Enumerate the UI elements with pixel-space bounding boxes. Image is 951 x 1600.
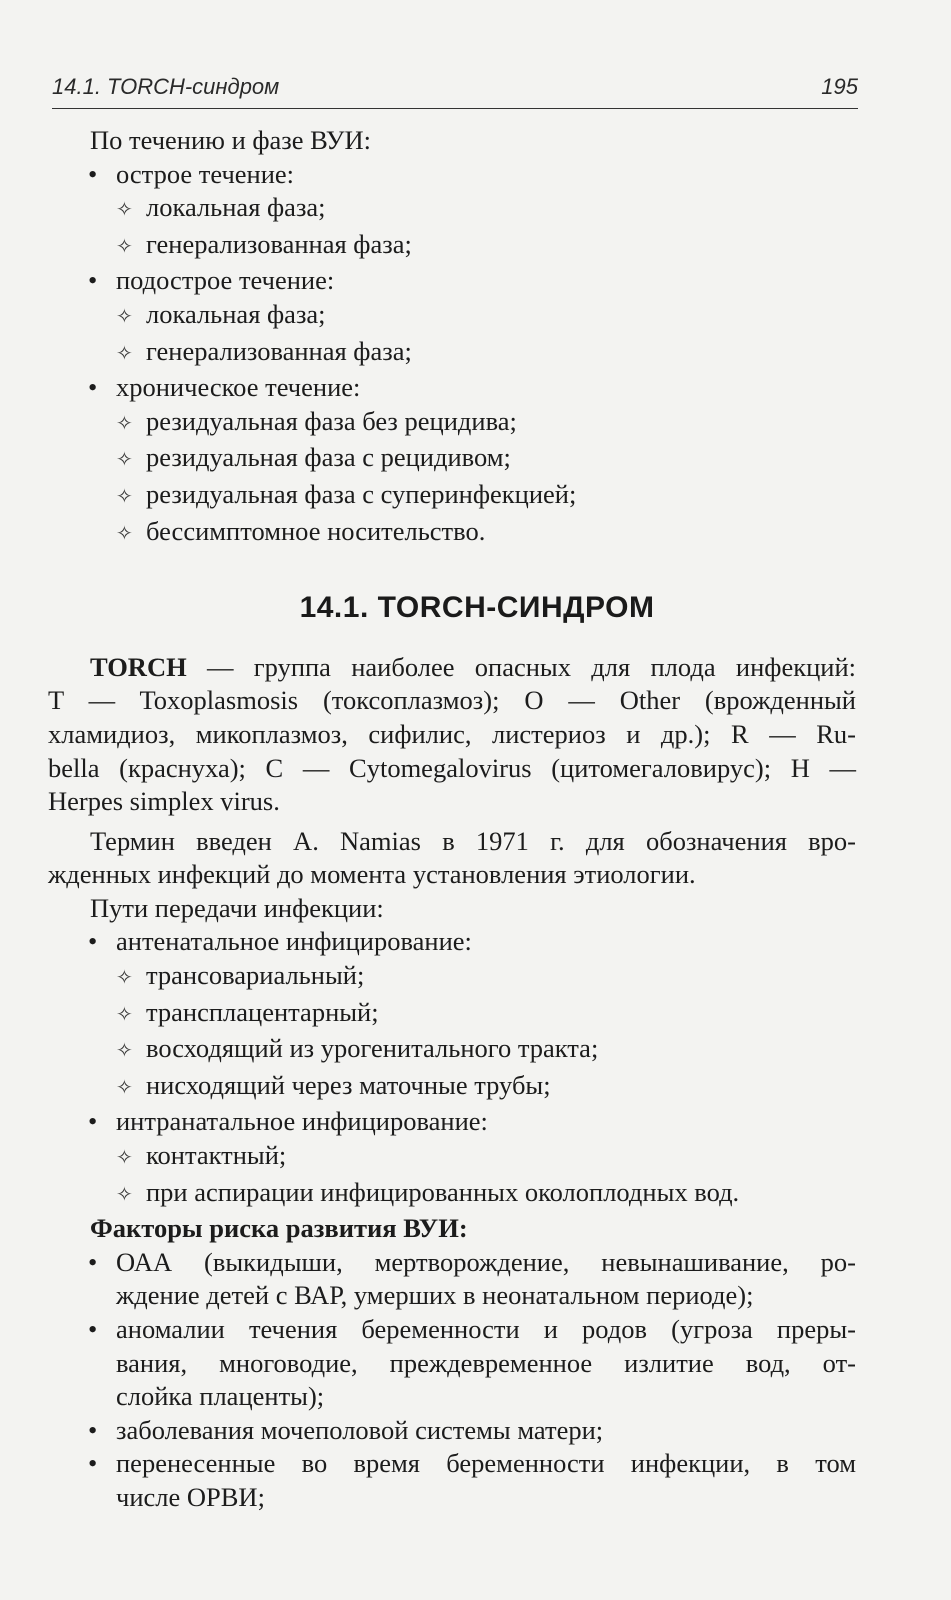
sub-list-item bbox=[48, 478, 856, 515]
bullet-marker: • bbox=[88, 1106, 98, 1137]
transmission-heading: Пути передачи инфекции: bbox=[90, 892, 384, 923]
sub-list-item bbox=[48, 1139, 856, 1176]
sub-list-item bbox=[48, 228, 856, 265]
list-item-label: перенесенные во время беременности инфекции, в том bbox=[116, 1448, 856, 1479]
running-title: 14.1. TORCH-синдром bbox=[52, 74, 280, 99]
list-item-continuation: слойка плаценты); bbox=[116, 1381, 325, 1412]
sub-list-item bbox=[48, 996, 856, 1033]
diamond-bullet-icon: ✧ bbox=[116, 449, 133, 472]
list-item bbox=[48, 1447, 856, 1481]
sub-list-item bbox=[48, 335, 856, 372]
section-title: 14.1. TORCH-СИНДРОМ bbox=[299, 591, 655, 625]
page-content bbox=[48, 124, 856, 1515]
list-item-label: заболевания мочеполовой системы матери; bbox=[116, 1414, 604, 1445]
list-item-label: ОАА (выкидыши, мертворождение, невынашивание, ро- bbox=[116, 1246, 856, 1277]
list-item-label: антенатальное инфицирование: bbox=[116, 926, 472, 957]
paragraph-text: — группа наиболее опасных для плода инфекций: bbox=[186, 651, 856, 682]
diamond-bullet-icon: ✧ bbox=[116, 522, 133, 545]
diamond-bullet-icon: ✧ bbox=[116, 342, 133, 365]
diamond-bullet-icon: ✧ bbox=[116, 1147, 133, 1170]
paragraph-line: жденных инфекций до момента установления этиологии. bbox=[48, 859, 696, 890]
sub-list-item-label: восходящий из урогенитального тракта; bbox=[146, 1033, 599, 1064]
bullet-marker: • bbox=[88, 1314, 98, 1344]
sub-list-item-label: резидуальная фаза без рецидива; bbox=[146, 405, 517, 436]
paragraph-line bbox=[48, 651, 856, 685]
sub-list-item bbox=[48, 405, 856, 442]
sub-list-item bbox=[48, 1032, 856, 1069]
risk-factors-heading: Факторы риска развития ВУИ: bbox=[90, 1213, 468, 1244]
sub-list-item-label: резидуальная фаза с рецидивом; bbox=[146, 442, 511, 473]
bullet-marker: • bbox=[88, 1246, 98, 1277]
list-item-label: аномалии течения беременности и родов (угроза преры- bbox=[116, 1314, 856, 1344]
list-item-label: подострое течение: bbox=[116, 265, 335, 296]
bullet-marker: • bbox=[88, 1448, 98, 1479]
sub-list-item bbox=[48, 959, 856, 996]
sub-list-item-label: генерализованная фаза; bbox=[146, 228, 412, 259]
paragraph-line: Термин введен A. Namias в 1971 г. для обозначения вро- bbox=[90, 825, 856, 856]
sub-list-item-label: бессимптомное носительство. bbox=[146, 515, 486, 546]
bullet-marker: • bbox=[88, 265, 98, 296]
risk-factors-list bbox=[48, 1246, 856, 1515]
sub-list-item bbox=[48, 441, 856, 478]
sub-list-item-label: генерализованная фаза; bbox=[146, 335, 412, 366]
list-item bbox=[48, 371, 856, 405]
bullet-marker: • bbox=[88, 1414, 98, 1445]
paragraph-line: Herpes simplex virus. bbox=[48, 786, 280, 817]
diamond-bullet-icon: ✧ bbox=[116, 412, 133, 435]
diamond-bullet-icon: ✧ bbox=[116, 485, 133, 508]
bullet-marker: • bbox=[88, 158, 98, 189]
list-item bbox=[48, 1246, 856, 1280]
sub-list-item bbox=[48, 1069, 856, 1106]
paragraph-line: T — Toxoplasmosis (токсоплазмоз); O — Other (врожденный bbox=[48, 685, 856, 716]
list-item bbox=[48, 925, 856, 959]
list-item bbox=[48, 1313, 856, 1347]
list-item-continuation: числе ОРВИ; bbox=[116, 1481, 265, 1512]
list-item-continuation: ждение детей с ВАР, умерших в неонатальном периоде); bbox=[116, 1280, 754, 1311]
sub-list-item-label: контактный; bbox=[146, 1140, 287, 1171]
bullet-marker: • bbox=[88, 926, 98, 957]
diamond-bullet-icon: ✧ bbox=[116, 235, 133, 258]
list-item bbox=[48, 1414, 856, 1448]
torch-definition-paragraph bbox=[48, 651, 856, 819]
list-item bbox=[48, 158, 856, 192]
diamond-bullet-icon: ✧ bbox=[116, 967, 133, 990]
list-item-label: острое течение: bbox=[116, 158, 295, 189]
diamond-bullet-icon: ✧ bbox=[116, 1040, 133, 1063]
list-item-label: хроническое течение: bbox=[116, 372, 361, 403]
sub-list-item-label: трансплацентарный; bbox=[146, 996, 379, 1027]
transmission-list bbox=[48, 925, 856, 1212]
sub-list-item bbox=[48, 1176, 856, 1213]
course-list bbox=[48, 158, 856, 552]
list-item bbox=[48, 1105, 856, 1139]
sub-list-item-label: резидуальная фаза с суперинфекцией; bbox=[146, 478, 577, 509]
sub-list-item-label: при аспирации инфицированных околоплодных вод. bbox=[146, 1176, 740, 1207]
diamond-bullet-icon: ✧ bbox=[116, 1183, 133, 1206]
sub-list-item bbox=[48, 191, 856, 228]
sub-list-item-label: трансовариальный; bbox=[146, 960, 365, 991]
running-header bbox=[52, 68, 858, 109]
list-item-label: интранатальное инфицирование: bbox=[116, 1106, 488, 1137]
diamond-bullet-icon: ✧ bbox=[116, 199, 133, 222]
paragraph-line: хламидиоз, микоплазмоз, сифилис, листериоз и др.); R — Ru- bbox=[48, 718, 856, 749]
term-origin-paragraph bbox=[48, 825, 856, 892]
paragraph-line: bella (краснуха); C — Cytomegalovirus (цитомегаловирус); H — bbox=[48, 752, 856, 783]
intro-heading: По течению и фазе ВУИ: bbox=[90, 125, 371, 155]
bullet-marker: • bbox=[88, 372, 98, 403]
list-item-continuation: вания, многоводие, преждевременное излитие вод, от- bbox=[116, 1347, 856, 1378]
diamond-bullet-icon: ✧ bbox=[116, 1076, 133, 1099]
diamond-bullet-icon: ✧ bbox=[116, 1003, 133, 1026]
sub-list-item-label: локальная фаза; bbox=[146, 298, 326, 329]
torch-term: TORCH bbox=[90, 651, 187, 682]
sub-list-item bbox=[48, 515, 856, 552]
list-item bbox=[48, 264, 856, 298]
diamond-bullet-icon: ✧ bbox=[116, 305, 133, 328]
sub-list-item-label: локальная фаза; bbox=[146, 192, 326, 223]
page-number: 195 bbox=[821, 74, 858, 99]
sub-list-item-label: нисходящий через маточные трубы; bbox=[146, 1069, 551, 1100]
sub-list-item bbox=[48, 298, 856, 335]
